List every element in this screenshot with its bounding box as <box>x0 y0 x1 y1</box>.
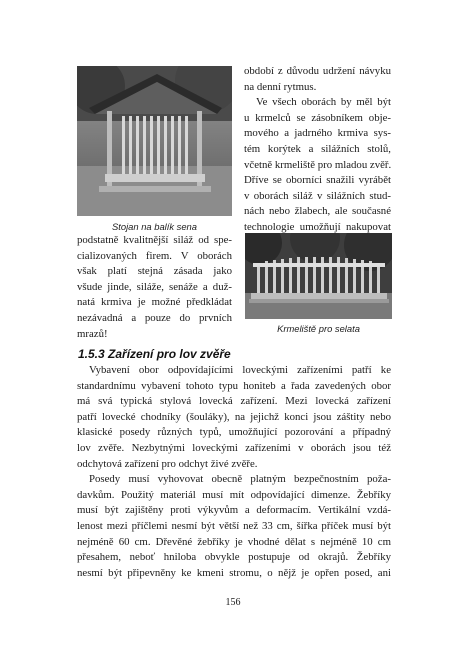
figure-caption: Krmeliště pro selata <box>277 323 360 334</box>
text-line: včetně krmeliště pro mladou zvěř. <box>244 158 391 171</box>
text-line: lenost mezi příčlemi nesmí být větší než 33 cm, šířka příček musí být <box>77 519 391 532</box>
text-line: období z důvodu udržení návyku <box>244 65 391 77</box>
text-line: tém korýtek a silážních stolů, <box>244 142 391 155</box>
figure-caption: Stojan na balík sena <box>112 221 197 232</box>
body-text <box>77 363 391 581</box>
text-line: Ve všech oborách by měl být <box>256 96 391 109</box>
text-line: lov zvěře. Nezbytnými loveckými zařízeními v oborách jsou též <box>77 441 391 454</box>
text-line: Dříve se oborníci snažili vyrábět <box>244 174 391 187</box>
text-line: natá krmiva je možné předkládat <box>77 296 232 309</box>
text-line: podstatně kvalitnější siláž od spe- <box>77 234 232 246</box>
text-line: u krmelců se zásobníkem obje- <box>244 111 391 124</box>
photo-piglet-feeder <box>245 233 392 319</box>
text-line: odchytová zařízení pro odchyt živé zvěře. <box>77 457 258 470</box>
text-line: všude jinde, siláže, senáže a duž- <box>77 280 232 293</box>
text-line: technologie umožňují nakupovat <box>244 220 391 233</box>
text-line: Posedy musí vyhovovat obecně platným bezpečnostním poža- <box>89 473 391 486</box>
text-line: Vybavení obor odpovídajícími loveckými zařízeními patří ke <box>89 364 391 376</box>
text-line: nezávadná a pouze do prvních <box>77 311 232 324</box>
text-line: nách nebo žlabech, ale současné <box>244 205 391 218</box>
text-line: však platí stejná zásada jako <box>77 265 232 278</box>
text-line: davkům. Použitý materiál musí mít odpovídající dimenze. Žebříky <box>77 488 391 501</box>
text-line: nesmí být připevněny ke kmeni stromu, o nějž je opřen posed, ani <box>77 566 391 579</box>
text-line: standardnímu vybavení tohoto typu honiteb a řada zavedených obor <box>77 379 391 392</box>
photo-hay-stand <box>77 66 232 216</box>
text-line: cializovaných firem. V oborách <box>77 249 232 262</box>
text-line: mrazů! <box>77 327 108 340</box>
text-line: v oborách siláž v silážních stud- <box>244 189 391 202</box>
hay-stand-image <box>77 66 232 216</box>
text-line: mového a jadrného krmiva sys- <box>244 127 391 140</box>
section-heading: 1.5.3 Zařízení pro lov zvěře <box>78 347 231 361</box>
piglet-feeder-image <box>245 233 392 319</box>
text-line: přesahem, neboť hniloba obvykle postupuje od okrajů. Žebříky <box>77 551 391 564</box>
text-line: klasické posedy různých typů, umožňující pozorování a případný <box>77 426 391 439</box>
text-line: patří lovecké chodníky (šouláky), na jejichž konci jsou záštity nebo <box>77 410 391 423</box>
text-line: nejméně 60 cm. Dřevěné žebříky je vhodné dělat s nejméně 10 cm <box>77 535 391 548</box>
text-line: má svá typická stylová lovecká zařízení. Mezi lovecká zařízení <box>77 395 391 408</box>
left-column-text <box>77 233 232 342</box>
right-column-text <box>244 64 391 236</box>
text-line: na denní rytmus. <box>244 80 317 93</box>
text-line: musí být zajištěny proti výkyvům a deformacím. Vertikální vzdá- <box>77 504 391 517</box>
page-number: 156 <box>225 597 241 608</box>
